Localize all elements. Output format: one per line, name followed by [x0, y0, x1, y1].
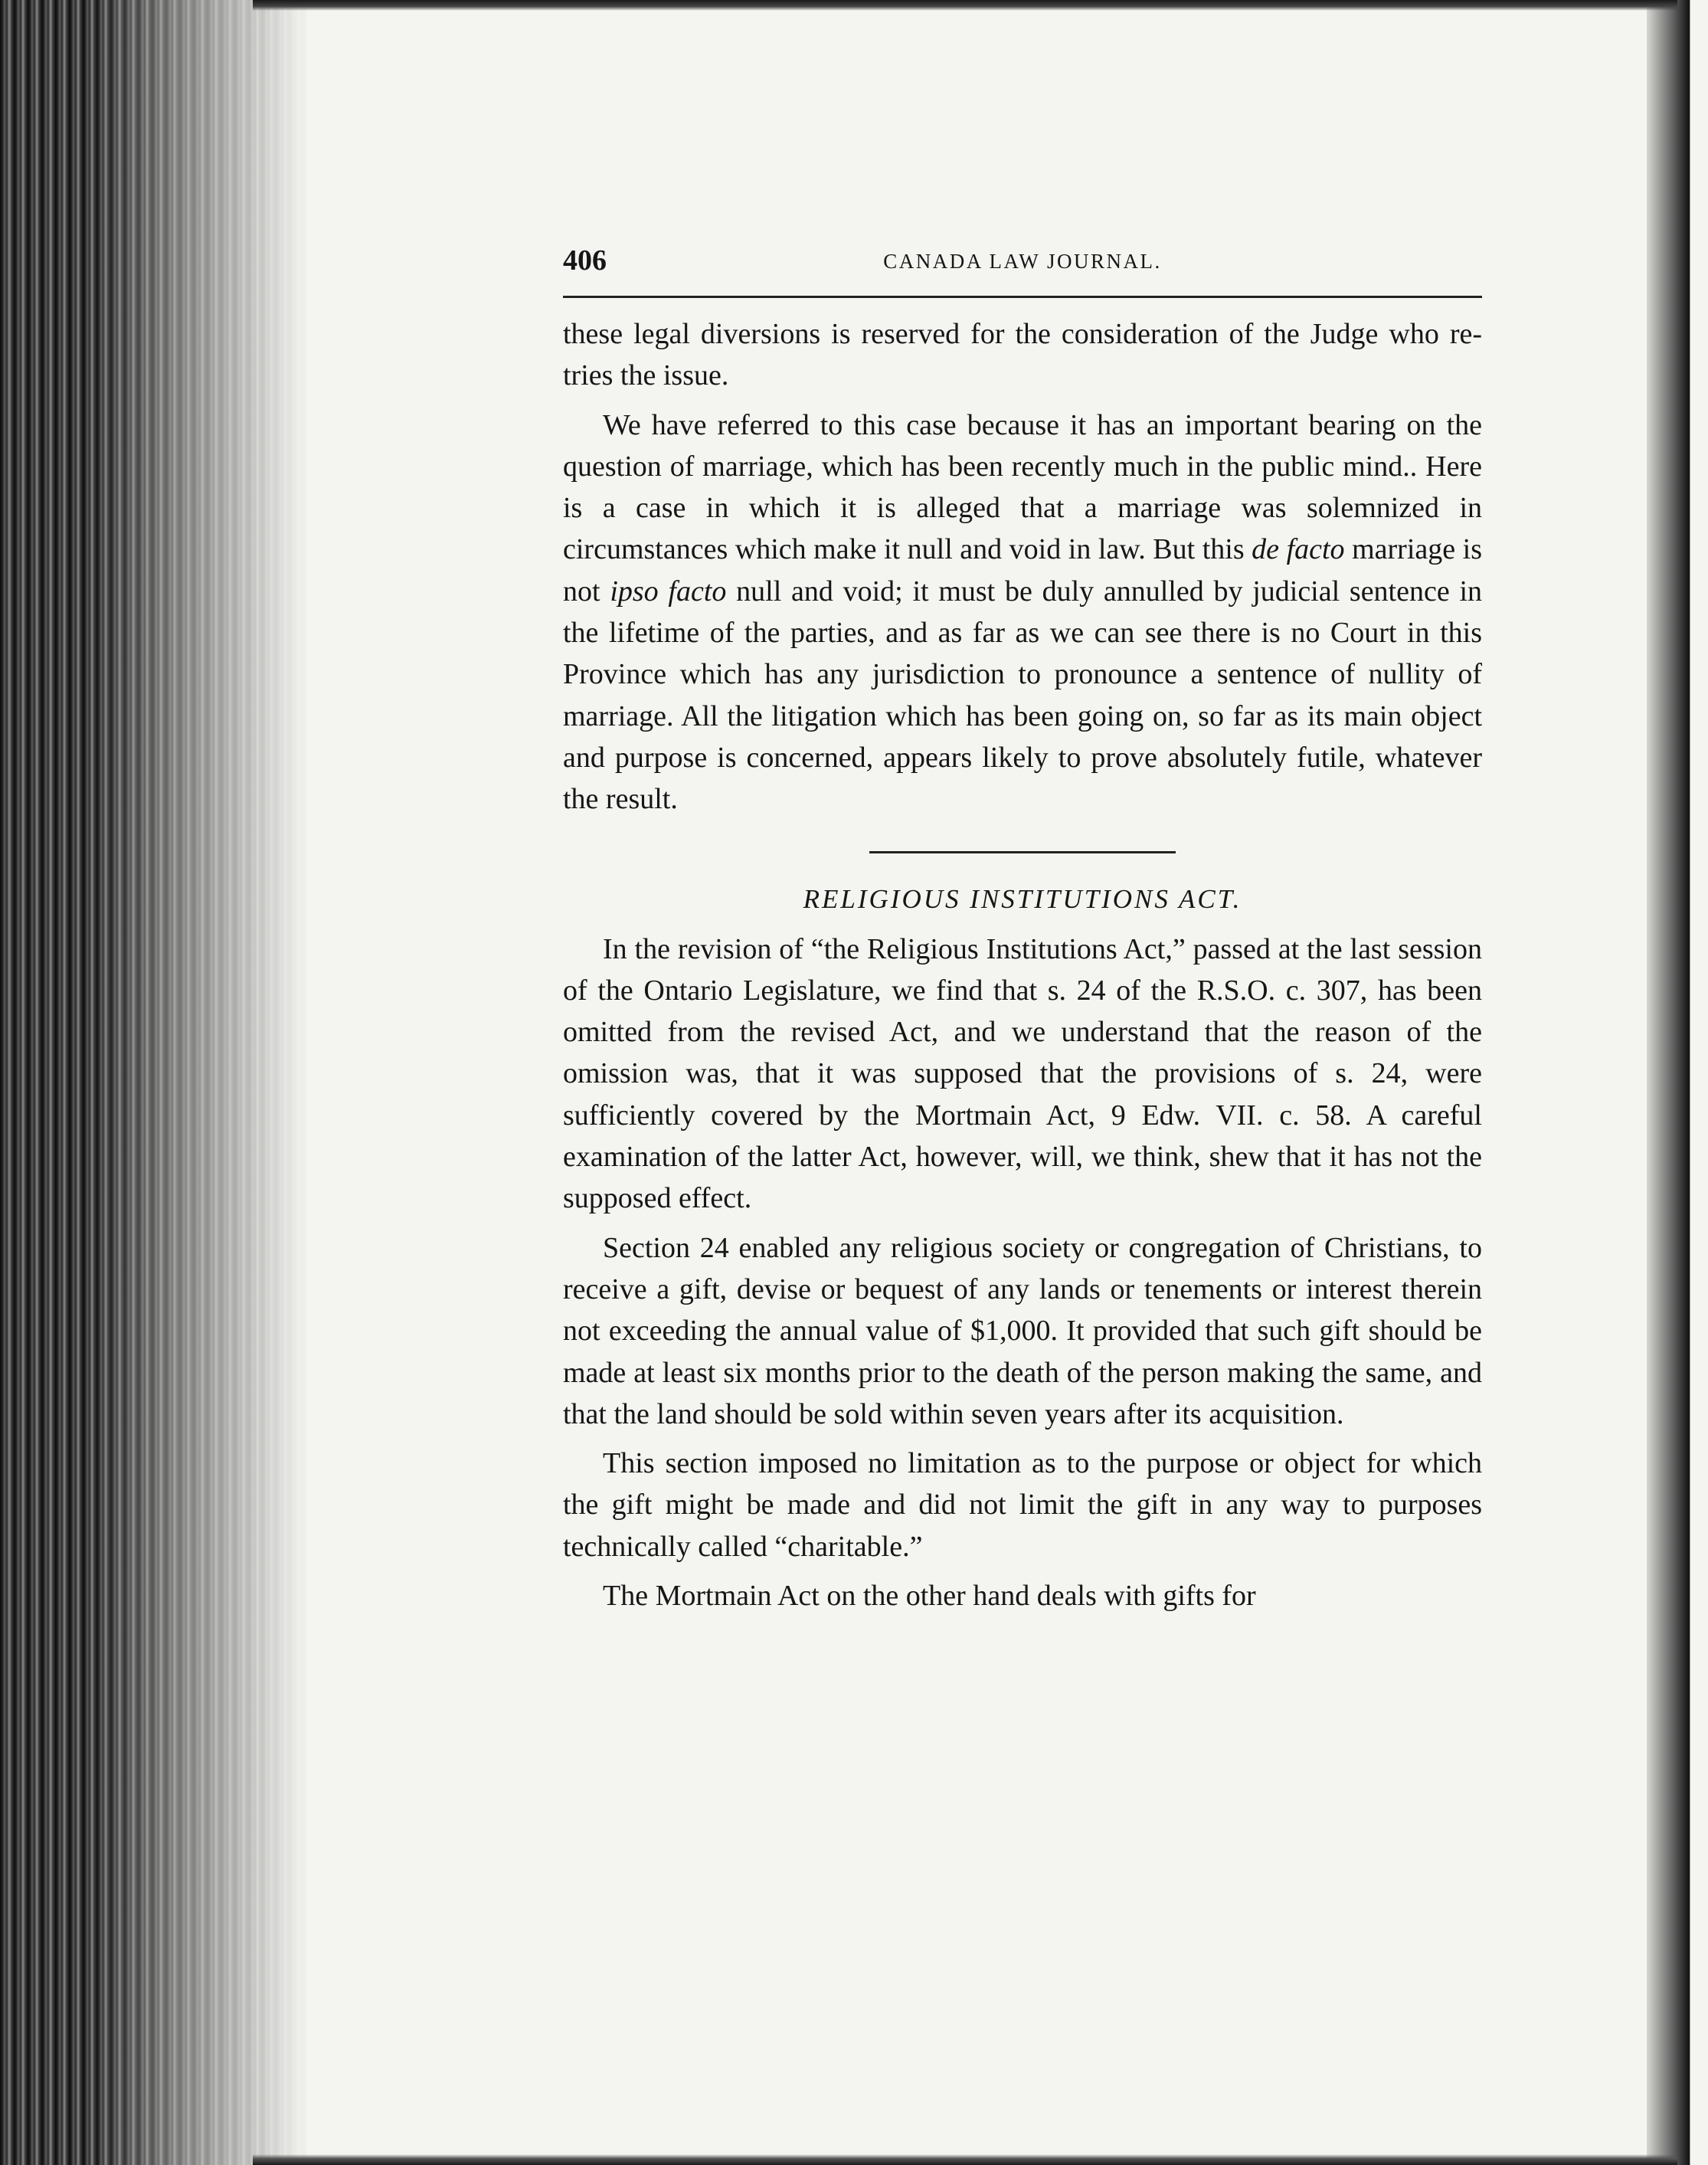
text-run: We have referred to this case because it has an important bearing on the question of marriage, which has been recently much in the public mind.. Here is a case in which it is alleged that a marriage was solemnized in circumstances which make it null and void in law. But this	[563, 408, 1482, 566]
right-page-edge	[1647, 0, 1708, 2165]
running-head	[563, 244, 1482, 282]
paragraph-marriage	[563, 405, 1482, 820]
intro-block	[563, 313, 1482, 820]
paragraph: Section 24 enabled any religious society or congregation of Christians, to receive a gift, devise or bequest of any lands or tenements or interest therein not exceeding the annual value of $1,000. It provided that such gift should be made at least six months prior to the death of the person making the same, and that the land should be sold within seven years after its acquisition.	[563, 1231, 1482, 1430]
text-run: null and void; it must be duly annulled by judicial sentence in the lifetime of the parties, and as far as we can see there is no Court in this Province which has any jurisdiction to pronounce a sentence of nullity of marriage. All the litigation which has been going on, so far as its main object and purpose is concerned, appears likely to prove absolutely futile, whatever the result.	[563, 575, 1483, 816]
page-number: 406	[563, 244, 607, 277]
top-page-edge	[253, 0, 1677, 11]
paragraph: This section imposed no limitation as to the purpose or object for which the gift might be made and did not limit the gift in any way to purposes technically called “charitable.”	[563, 1447, 1482, 1563]
binding-fade	[92, 0, 314, 2165]
italic-term: de facto	[1252, 533, 1345, 566]
section-divider	[869, 851, 1176, 853]
text-run: marriage is not	[563, 533, 1482, 608]
section-heading: RELIGIOUS INSTITUTIONS ACT.	[803, 883, 1242, 914]
journal-title: CANADA LAW JOURNAL.	[883, 250, 1162, 273]
paragraph: In the revision of “the Religious Institutions Act,” passed at the last session of the Ontario Legislature, we find that s. 24 of the R.S.O. c. 307, has been omitted from the revised Act, and we understand that the reason of the omission was, that it was supposed that the provisions of s. 24, were sufficiently covered by the Mortmain Act, 9 Edw. VII. c. 58. A careful examination of the latter Act, however, will, we think, shew that it has not the supposed effect.	[563, 932, 1482, 1215]
italic-term: ipso facto	[610, 575, 727, 608]
header-rule	[563, 296, 1482, 298]
paragraph-continuation: these legal diversions is reserved for the consideration of the Judge who re-tries the issue.	[563, 318, 1482, 392]
paragraph: The Mortmain Act on the other hand deals with gifts for	[603, 1580, 1256, 1613]
bottom-page-edge	[253, 2154, 1677, 2165]
section-body	[563, 929, 1482, 1617]
page-content	[563, 244, 1482, 1616]
